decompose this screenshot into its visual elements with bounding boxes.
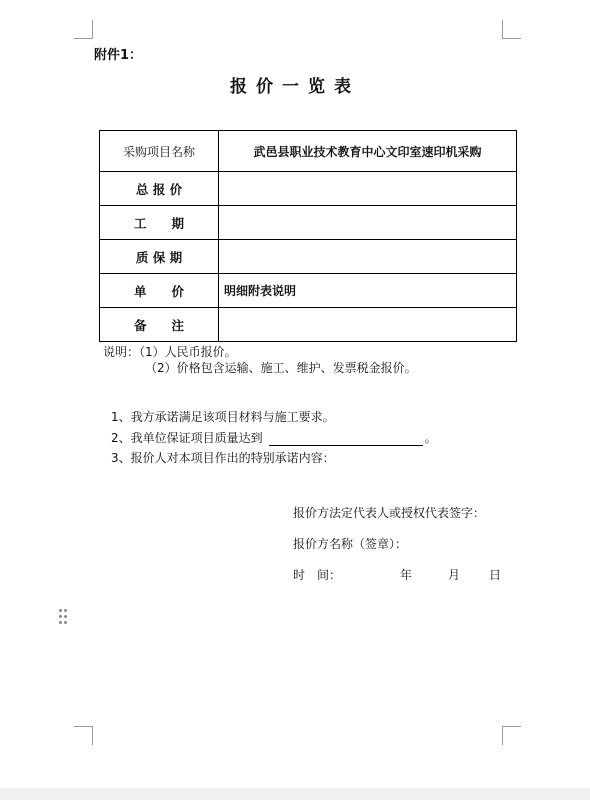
crop-mark-bottom-right <box>502 726 521 745</box>
commitment-item-3: 3、报价人对本项目作出的特别承诺内容： <box>111 451 335 465</box>
row-label-duration: 工 期 <box>100 206 219 240</box>
commitment-item-2-suffix: 。 <box>424 431 437 445</box>
row-value-total-price[interactable] <box>219 172 517 206</box>
table-row <box>100 206 517 240</box>
note-line-1: 说明：（1）人民币报价。 <box>103 345 237 359</box>
table-row <box>100 172 517 206</box>
attachment-label: 附件1： <box>94 48 143 63</box>
page-title: 报价一览表 <box>230 77 360 97</box>
quality-blank-line[interactable] <box>269 433 423 446</box>
crop-mark-top-right <box>502 20 521 39</box>
row-label-unit-price: 单 价 <box>100 274 219 308</box>
row-label-project-name: 采购项目名称 <box>100 131 219 172</box>
commitment-item-2 <box>111 429 437 446</box>
table-row <box>100 274 517 308</box>
note-line-2: （2）价格包含运输、施工、维护、发票税金报价。 <box>145 361 417 375</box>
row-value-remarks[interactable] <box>219 308 517 342</box>
time-label: 时 间： <box>293 568 342 582</box>
table-row <box>100 308 517 342</box>
representative-signature-label: 报价方法定代表人或授权代表签字： <box>293 506 486 520</box>
row-label-total-price: 总 报 价 <box>100 172 219 206</box>
drag-handle-icon[interactable] <box>58 609 68 625</box>
commitment-item-1: 1、我方承诺满足该项目材料与施工要求。 <box>111 410 335 424</box>
year-label: 年 <box>400 568 413 582</box>
crop-mark-top-left <box>74 20 93 39</box>
quote-table <box>99 130 517 342</box>
table-row <box>100 240 517 274</box>
row-value-unit-price[interactable]: 明细附表说明 <box>219 274 517 308</box>
month-label: 月 <box>448 568 461 582</box>
row-label-warranty: 质 保 期 <box>100 240 219 274</box>
crop-mark-bottom-left <box>74 726 93 745</box>
page-bottom-strip <box>0 788 590 800</box>
row-value-project-name[interactable]: 武邑县职业技术教育中心文印室速印机采购 <box>219 131 517 172</box>
table-row <box>100 131 517 172</box>
company-seal-label: 报价方名称（签章）： <box>293 537 408 551</box>
row-value-duration[interactable] <box>219 206 517 240</box>
row-value-warranty[interactable] <box>219 240 517 274</box>
row-label-remarks: 备 注 <box>100 308 219 342</box>
day-label: 日 <box>489 568 502 582</box>
commitment-item-2-prefix: 2、我单位保证项目质量达到 <box>111 431 263 445</box>
